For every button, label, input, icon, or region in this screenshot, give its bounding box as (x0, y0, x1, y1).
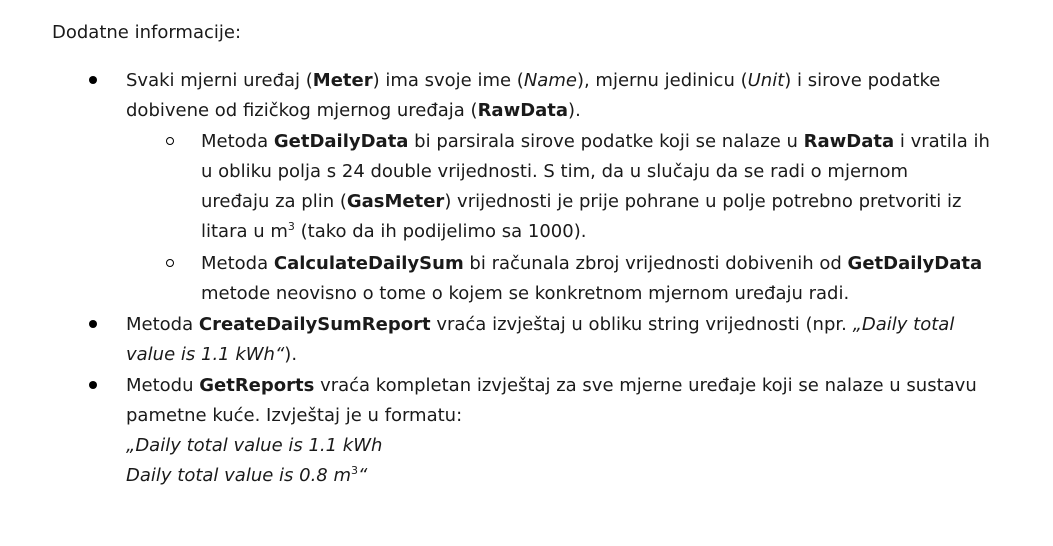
superscript: 3 (351, 464, 359, 477)
paragraph-line (201, 187, 961, 217)
italic-term: „Daily total value is 1.1 kWh (126, 435, 383, 456)
text-run: vraća izvještaj u obliku string vrijednosti (npr. (430, 314, 853, 335)
paragraph-line (201, 127, 990, 157)
code-term: RawData (477, 100, 569, 121)
text-run: Metoda (126, 314, 199, 335)
paragraph-line (126, 340, 297, 370)
paragraph-line (126, 401, 462, 431)
paragraph-line (126, 371, 977, 401)
section-heading: Dodatne informacije: (52, 22, 242, 43)
text-run: vraća kompletan izvještaj za sve mjerne uređaje koji se nalaze u sustavu (314, 375, 977, 396)
text-run: Metoda (201, 253, 274, 274)
text-run: litara u m (201, 221, 288, 242)
italic-term: “ (358, 465, 368, 486)
text-run: uređaju za plin ( (201, 191, 347, 212)
code-term: RawData (803, 131, 895, 152)
bullet-icon (89, 320, 97, 328)
code-term: CreateDailySumReport (198, 314, 431, 335)
paragraph-line (126, 310, 954, 340)
code-term: GetReports (199, 375, 315, 396)
text-run: dobivene od fizičkog mjernog uređaja ( (126, 100, 478, 121)
superscript: 3 (287, 220, 295, 233)
paragraph-line (201, 217, 586, 247)
code-term: GetDailyData (273, 131, 409, 152)
text-run: ) i sirove podatke (784, 70, 941, 91)
text-run: bi računala zbroj vrijednosti dobivenih od (463, 253, 848, 274)
bullet-icon (89, 76, 97, 84)
paragraph-line (201, 157, 908, 187)
text-run: i vratila ih (894, 131, 990, 152)
text-run: bi parsirala sirove podatke koji se nalaze u (408, 131, 804, 152)
circle-bullet-icon (166, 259, 174, 267)
text-run: ). (568, 100, 581, 121)
text-run: ) ima svoje ime ( (372, 70, 524, 91)
code-term: Meter (312, 70, 373, 91)
paragraph-line (126, 96, 581, 126)
text-run: metode neovisno o tome o kojem se konkretnom mjernom uređaju radi. (201, 283, 850, 304)
circle-bullet-icon (166, 137, 174, 145)
code-term: GetDailyData (847, 253, 983, 274)
italic-term: „Daily total (852, 314, 955, 335)
text-run: ), mjernu jedinicu ( (576, 70, 748, 91)
italic-term: Daily total value is 0.8 m (126, 465, 352, 486)
italic-term: value is 1.1 kWh“ (126, 344, 285, 365)
text-run: pametne kuće. Izvještaj je u formatu: (126, 405, 463, 426)
text-run: ) vrijednosti je prije pohrane u polje potrebno pretvoriti iz (444, 191, 962, 212)
text-run: Metodu (126, 375, 200, 396)
text-run: Metoda (201, 131, 274, 152)
code-term: GasMeter (346, 191, 445, 212)
text-run: ). (284, 344, 298, 365)
text-run: Svaki mjerni uređaj ( (126, 70, 313, 91)
paragraph-line (126, 431, 382, 461)
code-term: CalculateDailySum (273, 253, 464, 274)
bullet-icon (89, 381, 97, 389)
paragraph-line (201, 279, 849, 309)
text-run: u obliku polja s 24 double vrijednosti. S tim, da u slučaju da se radi o mjernom (201, 161, 909, 182)
paragraph-line (126, 461, 367, 491)
paragraph-line (126, 66, 940, 96)
text-run: (tako da ih podijelimo sa 1000). (294, 221, 587, 242)
italic-term: Name (523, 70, 577, 91)
italic-term: Unit (747, 70, 785, 91)
paragraph-line (201, 249, 982, 279)
